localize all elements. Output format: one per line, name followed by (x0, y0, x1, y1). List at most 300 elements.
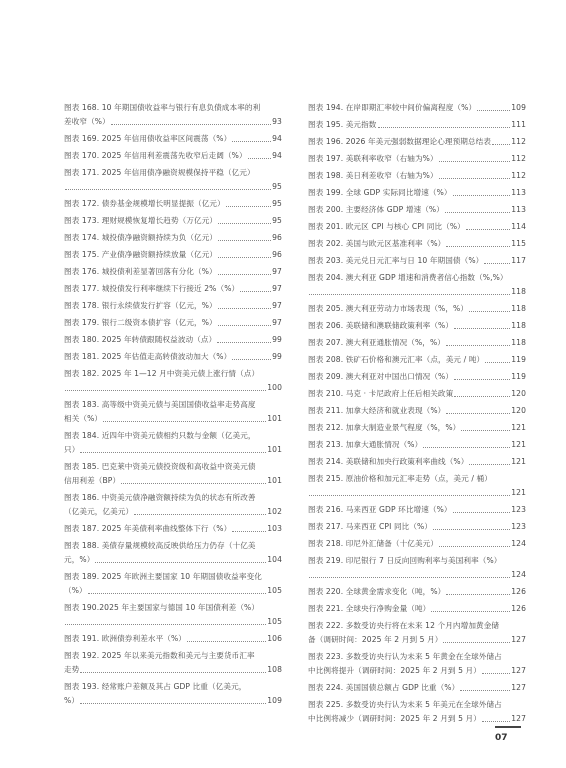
toc-entry-title: 图表 175. 产业债净融资额持续放量（亿元） (64, 250, 218, 259)
toc-entry-line (64, 570, 282, 584)
toc-page-number: 102 (267, 507, 282, 516)
toc-page-number: 97 (272, 267, 282, 276)
toc-entry-title: 图表 188. 美债存量规模较高反映供给压力仍存（十亿美 (64, 541, 256, 550)
toc-entry-title: 差收窄（%） (64, 117, 110, 126)
toc-page-number: 99 (272, 352, 282, 361)
toc-entry-title: 图表 204. 澳大利亚 GDP 增速和消费者信心指数（%,%） (308, 273, 508, 282)
toc-entry-title: 图表 222. 多数受访央行将在未来 12 个月内增加黄金储 (308, 621, 500, 630)
toc-entry-line (64, 412, 282, 426)
toc-entry-line (308, 650, 526, 664)
toc-entry-line (308, 285, 526, 299)
toc-page-number: 113 (511, 205, 526, 214)
toc-page-number: 101 (267, 476, 282, 485)
toc-entry[interactable] (308, 302, 526, 316)
toc-leader-dots (88, 592, 267, 594)
toc-entry-line (308, 203, 526, 217)
toc-entry[interactable] (308, 619, 526, 647)
toc-entry-line (64, 299, 282, 313)
toc-entry[interactable] (64, 299, 282, 313)
toc-page-number: 96 (272, 250, 282, 259)
toc-leader-dots (466, 228, 510, 230)
toc-entry[interactable] (308, 220, 526, 234)
toc-page-number: 97 (272, 318, 282, 327)
toc-entry[interactable] (308, 254, 526, 268)
toc-entry-line (64, 180, 282, 194)
toc-entry-line (308, 438, 526, 452)
toc-leader-dots (218, 239, 271, 241)
toc-entry-line (64, 539, 282, 553)
toc-entry-line (64, 231, 282, 245)
toc-entry-line (64, 443, 282, 457)
toc-entry[interactable] (308, 438, 526, 452)
toc-entry[interactable] (64, 522, 282, 536)
toc-entry[interactable] (308, 101, 526, 115)
toc-page-number: 109 (511, 103, 526, 112)
toc-entry[interactable] (308, 387, 526, 401)
toc-entry[interactable] (308, 271, 526, 299)
toc-leader-dots (309, 494, 510, 496)
toc-entry-title: 图表 212. 加拿大制造业景气程度（%，%） (308, 423, 461, 432)
toc-entry-title: （%） (64, 586, 87, 595)
toc-page-number: 121 (511, 423, 526, 432)
toc-entry[interactable] (64, 197, 282, 211)
toc-page-number: 126 (511, 604, 526, 613)
toc-entry-title: 图表 216. 马来西亚 GDP 环比增速（%） (308, 505, 452, 514)
toc-entry-line (308, 619, 526, 633)
toc-entry-title: 中比例将减少（调研时间：2025 年 2 月到 5 月） (308, 714, 481, 723)
toc-entry-line (64, 474, 282, 488)
toc-entry-title: 图表 181. 2025 年估值走高转债波动加大（%） (64, 352, 232, 361)
toc-leader-dots (431, 610, 510, 612)
toc-entry-line (64, 615, 282, 629)
toc-entry-line (308, 186, 526, 200)
toc-entry[interactable] (308, 472, 526, 500)
toc-leader-dots (103, 420, 266, 422)
toc-entry[interactable] (308, 404, 526, 418)
toc-page-number: 123 (511, 505, 526, 514)
toc-entry-line (308, 152, 526, 166)
toc-entry-title: 图表 206. 美联储和澳联储政策利率（%） (308, 321, 454, 330)
toc-page-number: 95 (272, 182, 282, 191)
toc-entry-title: 图表 195. 美元指数 (308, 120, 377, 129)
toc-leader-dots (433, 528, 510, 530)
toc-leader-dots (477, 109, 510, 111)
toc-entry[interactable] (64, 491, 282, 519)
toc-entry-line (308, 554, 526, 568)
toc-entry-title: 图表 179. 银行二级资本债扩容（亿元，%） (64, 318, 217, 327)
toc-entry-title: 图表 224. 美国国债总额占 GDP 比重（%） (308, 683, 460, 692)
toc-entry[interactable] (64, 398, 282, 426)
toc-page-number: 118 (511, 304, 526, 313)
toc-entry[interactable] (64, 214, 282, 228)
toc-leader-dots (65, 188, 271, 190)
toc-page-number: 105 (267, 617, 282, 626)
toc-leader-dots (484, 262, 510, 264)
toc-page-number: 112 (511, 171, 526, 180)
toc-entry[interactable] (64, 231, 282, 245)
toc-page-number: 106 (267, 634, 282, 643)
toc-leader-dots (65, 623, 266, 625)
toc-page-number: 124 (511, 539, 526, 548)
toc-entry-title: 图表 207. 澳大利亚通胀情况（%，%） (308, 338, 445, 347)
toc-entry[interactable] (64, 539, 282, 567)
toc-page-number: 104 (267, 555, 282, 564)
toc-entry-line (308, 101, 526, 115)
toc-entry-title: 图表 215. 原油价格和加元汇率走势（点，美元 / 桶） (308, 474, 492, 483)
toc-entry-title: 图表 174. 城投债净融资额持续为负（亿元） (64, 233, 218, 242)
toc-entry-title: 图表 191. 欧洲债券利差水平（%） (64, 634, 186, 643)
toc-entry-title: 图表 220. 全球黄金需求变化（吨，%） (308, 587, 446, 596)
toc-entry-line (64, 429, 282, 443)
toc-entry-line (64, 663, 282, 677)
toc-leader-dots (482, 672, 510, 674)
toc-entry[interactable] (308, 336, 526, 350)
toc-entry[interactable] (308, 186, 526, 200)
toc-entry[interactable] (64, 101, 282, 129)
toc-entry-line (308, 472, 526, 486)
toc-leader-dots (446, 412, 510, 414)
toc-entry-title: 图表 225. 多数受访央行认为未来 5 年美元在全球外储占 (308, 700, 502, 709)
toc-page-number: 99 (272, 335, 282, 344)
toc-entry[interactable] (308, 602, 526, 616)
toc-entry[interactable] (64, 367, 282, 395)
toc-entry-line (308, 370, 526, 384)
toc-leader-dots (469, 310, 510, 312)
toc-entry[interactable] (308, 585, 526, 599)
toc-entry-title: 中比例将提升（调研时间：2025 年 2 月到 5 月） (308, 666, 481, 675)
toc-page-number: 121 (511, 457, 526, 466)
toc-entry-line (64, 282, 282, 296)
toc-entry[interactable] (64, 570, 282, 598)
toc-entry-title: 图表 213. 加拿大通胀情况（%） (308, 440, 423, 449)
toc-entry-line (308, 486, 526, 500)
toc-leader-dots (378, 126, 511, 128)
toc-leader-dots (80, 671, 266, 673)
toc-leader-dots (492, 143, 510, 145)
toc-entry-title: 图表 201. 欧元区 CPI 与核心 CPI 同比（%） (308, 222, 465, 231)
toc-entry-title: 图表 214. 美联储和加央行政策利率曲线（%） (308, 457, 469, 466)
toc-entry-line (308, 503, 526, 517)
toc-entry-line (64, 505, 282, 519)
toc-entry-line (308, 421, 526, 435)
toc-leader-dots (309, 293, 510, 295)
toc-entry[interactable] (308, 203, 526, 217)
toc-leader-dots (485, 361, 510, 363)
toc-entry[interactable] (64, 429, 282, 457)
toc-page-number: 105 (267, 586, 282, 595)
page-number: 07 (495, 733, 508, 743)
toc-page-number: 95 (272, 216, 282, 225)
toc-leader-dots (218, 222, 271, 224)
toc-entry-title: 图表 169. 2025 年信用债收益率区间震荡（%） (64, 134, 232, 143)
toc-entry-title: 图表 209. 澳大利亚对中国出口情况（%） (308, 372, 454, 381)
toc-entry-title: 图表 219. 印尼银行 7 日反向回购利率与美国利率（%） (308, 556, 502, 565)
toc-page-number: 115 (511, 239, 526, 248)
toc-entry[interactable] (308, 370, 526, 384)
toc-entry-title: %） (64, 696, 80, 705)
toc-entry-line (64, 680, 282, 694)
toc-entry-title: 图表 177. 城投债发行利率继续下行接近 2%（%） (64, 284, 240, 293)
toc-page-number: 108 (267, 665, 282, 674)
toc-entry-line (308, 712, 526, 726)
toc-entry[interactable] (308, 537, 526, 551)
toc-leader-dots (232, 140, 271, 142)
toc-entry[interactable] (308, 503, 526, 517)
toc-entry[interactable] (64, 316, 282, 330)
toc-entry-title: 图表 194. 在岸即期汇率较中间价偏离程度（%） (308, 103, 477, 112)
toc-leader-dots (248, 157, 271, 159)
toc-page-number: 118 (511, 321, 526, 330)
toc-leader-dots (446, 245, 510, 247)
toc-entry-title: 图表 193. 经常账户差额及其占 GDP 比重（亿美元， (64, 682, 247, 691)
toc-leader-dots (446, 344, 510, 346)
toc-entry-line (64, 381, 282, 395)
toc-page-number: 109 (267, 696, 282, 705)
toc-entry-line (308, 353, 526, 367)
toc-entry[interactable] (308, 319, 526, 333)
toc-entry-line (308, 664, 526, 678)
toc-entry-title: 图表 223. 多数受访央行认为未来 5 年黄金在全球外储占 (308, 652, 502, 661)
toc-leader-dots (454, 327, 510, 329)
toc-entry-title: 图表 182. 2025 年 1—12 月中资美元债上涨行情（点） (64, 369, 260, 378)
toc-page-number: 94 (272, 134, 282, 143)
toc-leader-dots (461, 429, 510, 431)
toc-page-number: 94 (272, 151, 282, 160)
toc-entry-line (308, 254, 526, 268)
toc-entry-title: 图表 205. 澳大利亚劳动力市场表现（%，%） (308, 304, 469, 313)
toc-entry[interactable] (64, 632, 282, 646)
toc-page-number: 124 (511, 570, 526, 579)
toc-entry-title: 图表 171. 2025 年信用债净融资规模保持平稳（亿元） (64, 168, 255, 177)
toc-entry-title: 图表 203. 美元兑日元汇率与日 10 年期国债（%） (308, 256, 484, 265)
toc-page-number: 127 (511, 635, 526, 644)
toc-entry-title: 相关（%） (64, 414, 103, 423)
toc-entry-line (64, 694, 282, 708)
toc-entry[interactable] (64, 649, 282, 677)
toc-entry-line (64, 333, 282, 347)
toc-entry-title: 元，%） (64, 555, 95, 564)
toc-entry-line (64, 553, 282, 567)
toc-entry-title: 图表 217. 马来西亚 CPI 同比（%） (308, 522, 433, 531)
toc-entry[interactable] (64, 680, 282, 708)
toc-leader-dots (134, 513, 266, 515)
toc-entry[interactable] (64, 132, 282, 146)
toc-entry-title: 图表 186. 中资美元债净融资额持续为负的状态有所改善 (64, 493, 256, 502)
toc-entry[interactable] (64, 350, 282, 364)
toc-entry-title: 图表 184. 近四年中资美元债相约只数与金额（亿美元， (64, 431, 256, 440)
toc-leader-dots (218, 256, 271, 258)
toc-leader-dots (218, 307, 271, 309)
toc-entry-line (64, 350, 282, 364)
toc-leader-dots (446, 593, 510, 595)
toc-leader-dots (454, 395, 510, 397)
toc-entry[interactable] (308, 135, 526, 149)
toc-entry-title: 图表 170. 2025 年信用利差震荡先收窄后走阔（%） (64, 151, 247, 160)
toc-page-number: 118 (511, 338, 526, 347)
toc-entry-title: 图表 189. 2025 年欧洲主要国家 10 年期国债收益率变化 (64, 572, 262, 581)
toc-entry-title: 图表 197. 美联利率收窄（右轴为%） (308, 154, 438, 163)
toc-page-number: 119 (511, 372, 526, 381)
toc-entry-line (308, 271, 526, 285)
toc-page-number: 97 (272, 301, 282, 310)
toc-leader-dots (217, 341, 271, 343)
toc-entry-line (64, 132, 282, 146)
toc-entry-line (64, 367, 282, 381)
toc-entry-line (64, 115, 282, 129)
toc-entry-title: 信用利差（BP） (64, 476, 121, 485)
toc-page-number: 127 (511, 714, 526, 723)
toc-entry-title: 图表 183. 高等级中资美元债与美国国债收益率走势高度 (64, 400, 256, 409)
toc-entry-line (64, 214, 282, 228)
toc-entry-line (64, 101, 282, 115)
toc-entry[interactable] (308, 421, 526, 435)
toc-entry-title: 图表 198. 美日利差收窄（右轴为%） (308, 171, 438, 180)
toc-entry[interactable] (64, 149, 282, 163)
toc-entry-line (64, 522, 282, 536)
toc-entry-title: 图表 172. 债券基金规模增长明显提振（亿元） (64, 199, 225, 208)
toc-entry-title: （亿美元，亿美元） (64, 507, 134, 516)
toc-entry[interactable] (308, 455, 526, 469)
toc-entry-title: 只） (64, 445, 80, 454)
toc-entry-title: 图表 208. 铁矿石价格和澳元汇率（点，美元 / 吨） (308, 355, 485, 364)
toc-page-number: 97 (272, 284, 282, 293)
page-number-rule (495, 726, 521, 728)
toc-entry-line (308, 698, 526, 712)
toc-entry[interactable] (308, 681, 526, 695)
toc-entry-line (308, 169, 526, 183)
toc-page-number: 111 (511, 120, 526, 129)
toc-entry[interactable] (308, 650, 526, 678)
toc-entry-line (308, 237, 526, 251)
toc-entry-line (64, 316, 282, 330)
toc-page-number: 120 (511, 406, 526, 415)
toc-entry[interactable] (308, 554, 526, 582)
toc-page-number: 126 (511, 587, 526, 596)
toc-entry-line (308, 633, 526, 647)
toc-entry[interactable] (308, 118, 526, 132)
toc-entry[interactable] (64, 460, 282, 488)
toc-page-number: 117 (511, 256, 526, 265)
toc-entry-title: 图表 190.2025 年主要国家与德国 10 年国债利差（%） (64, 603, 260, 612)
toc-entry-title: 图表 185. 巴克莱中资美元债投资级和高收益中资美元债 (64, 462, 256, 471)
toc-entry-line (308, 585, 526, 599)
toc-entry-line (308, 455, 526, 469)
toc-entry-line (308, 404, 526, 418)
toc-entry-title: 图表 202. 美国与欧元区基准利率（%） (308, 239, 446, 248)
toc-page-number: 119 (511, 355, 526, 364)
toc-page-number: 93 (272, 117, 282, 126)
toc-entry-line (308, 568, 526, 582)
toc-entry[interactable] (64, 166, 282, 194)
toc-leader-dots (482, 720, 510, 722)
toc-entry[interactable] (308, 237, 526, 251)
toc-entry[interactable] (64, 333, 282, 347)
toc-entry-line (64, 491, 282, 505)
toc-leader-dots (443, 641, 510, 643)
toc-entry-line (64, 398, 282, 412)
toc-entry-line (308, 118, 526, 132)
toc-leader-dots (232, 530, 266, 532)
toc-leader-dots (111, 123, 271, 125)
toc-leader-dots (445, 211, 510, 213)
toc-leader-dots (460, 689, 510, 691)
toc-entry-line (308, 135, 526, 149)
toc-entry-title: 图表 168. 10 年期国债收益率与银行有息负债成本率的利 (64, 103, 261, 112)
toc-page-number: 121 (511, 488, 526, 497)
toc-leader-dots (80, 451, 266, 453)
toc-entry[interactable] (64, 248, 282, 262)
toc-entry-title: 备（调研时间：2025 年 2 月到 5 月） (308, 635, 443, 644)
toc-entry-line (64, 197, 282, 211)
toc-page-number: 121 (511, 440, 526, 449)
toc-entry-line (308, 319, 526, 333)
toc-leader-dots (232, 358, 271, 360)
toc-entry[interactable] (308, 353, 526, 367)
toc-page-number: 103 (267, 524, 282, 533)
toc-leader-dots (453, 194, 511, 196)
toc-leader-dots (454, 378, 510, 380)
toc-leader-dots (439, 160, 511, 162)
toc-entry-title: 图表 196. 2026 年美元强弱数据理论心理预期总结表 (308, 137, 492, 146)
toc-entry-title: 图表 200. 主要经济体 GDP 增速（%） (308, 205, 444, 214)
toc-entry-title: 走势 (64, 665, 80, 674)
toc-entry-line (308, 336, 526, 350)
toc-entry-line (64, 649, 282, 663)
toc-entry-line (64, 584, 282, 598)
toc-entry-line (308, 520, 526, 534)
toc-entry-title: 图表 173. 理财规模恢复增长趋势（万亿元） (64, 216, 218, 225)
toc-entry[interactable] (308, 520, 526, 534)
toc-entry-title: 图表 221. 全球央行净购金量（吨） (308, 604, 431, 613)
toc-page-number: 100 (267, 383, 282, 392)
toc-page-number: 95 (272, 199, 282, 208)
toc-leader-dots (95, 561, 266, 563)
toc-entry-line (308, 387, 526, 401)
toc-entry-title: 图表 187. 2025 年美债利率曲线整体下行（%） (64, 524, 232, 533)
toc-leader-dots (121, 482, 266, 484)
toc-entry-line (308, 220, 526, 234)
toc-entry-title: 图表 178. 银行永续债发行扩容（亿元，%） (64, 301, 217, 310)
toc-page-number: 112 (511, 154, 526, 163)
toc-page-number: 101 (267, 414, 282, 423)
toc-entry-title: 图表 192. 2025 年以来美元指数和美元与主要货币汇率 (64, 651, 255, 660)
toc-entry-line (308, 537, 526, 551)
toc-entry[interactable] (308, 698, 526, 726)
toc-entry-line (64, 265, 282, 279)
toc-entry-line (64, 460, 282, 474)
toc-entry-title: 图表 180. 2025 年转债跟随权益波动（点） (64, 335, 217, 344)
toc-entry-title: 图表 218. 印尼外汇储备（十亿美元） (308, 539, 439, 548)
toc-page-number: 127 (511, 666, 526, 675)
toc-page-number: 127 (511, 683, 526, 692)
toc-leader-dots (423, 446, 510, 448)
toc-entry[interactable] (308, 152, 526, 166)
toc-leader-dots (80, 702, 266, 704)
toc-leader-dots (469, 463, 510, 465)
toc-entry-line (64, 149, 282, 163)
toc-leader-dots (439, 545, 510, 547)
toc-entry[interactable] (308, 169, 526, 183)
toc-leader-dots (218, 273, 271, 275)
toc-page-number: 118 (511, 287, 526, 296)
toc-page-number: 112 (511, 137, 526, 146)
toc-entry[interactable] (64, 282, 282, 296)
toc-entry[interactable] (64, 601, 282, 629)
toc-leader-dots (453, 511, 511, 513)
toc-page-number: 113 (511, 188, 526, 197)
toc-entry[interactable] (64, 265, 282, 279)
toc-entry-line (64, 632, 282, 646)
